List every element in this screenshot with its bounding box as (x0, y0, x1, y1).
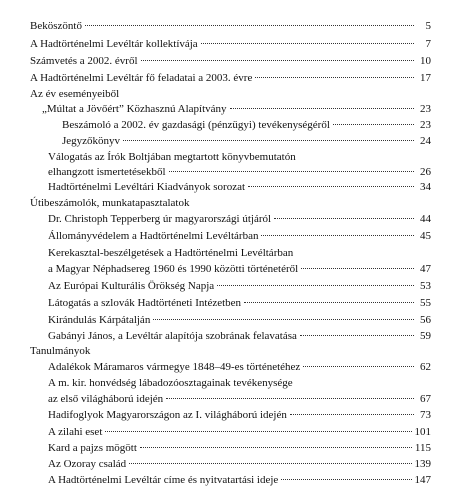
toc-entry-title: Kard a pajzs mögött (48, 442, 137, 454)
toc-section-title: Útibeszámolók, munkatapasztalatok (30, 197, 190, 209)
toc-section-heading (30, 197, 189, 210)
dot-leader (201, 35, 414, 44)
dot-leader (141, 52, 414, 61)
dot-leader (169, 163, 414, 172)
toc-entry-title: az első világháború idején (48, 393, 164, 405)
dot-leader (230, 100, 414, 109)
toc-entry-title: A Hadtörténelmi Levéltár címe és nyitvatartási ideje (48, 474, 279, 486)
toc-entry (48, 314, 431, 327)
toc-entry (48, 230, 431, 243)
dot-leader (85, 17, 414, 26)
dot-leader (261, 227, 414, 236)
toc-entry-page: 44 (420, 213, 431, 225)
toc-section-heading (30, 88, 119, 101)
toc-entry-page: 10 (420, 55, 431, 67)
dot-leader (123, 132, 414, 141)
toc-entry-title: Látogatás a szlovák Hadtörténeti Intézetben (48, 297, 242, 309)
toc-entry-page: 23 (420, 119, 431, 131)
toc-entry-page: 55 (420, 297, 431, 309)
toc-entry-page: 101 (414, 426, 431, 438)
toc-entry (48, 330, 431, 343)
dot-leader (301, 260, 414, 269)
toc-section-title: Tanulmányok (30, 345, 91, 357)
toc-entry-title: Kirándulás Kárpátalján (48, 314, 151, 326)
toc-entry-title: A Hadtörténelmi Levéltár fő feladatai a 2003. évre (30, 72, 253, 84)
toc-entry (48, 361, 431, 374)
toc-entry-page: 24 (420, 135, 431, 147)
toc-entry-page: 62 (420, 361, 431, 373)
dot-leader (140, 439, 412, 448)
dot-leader (281, 471, 411, 480)
dot-leader (303, 358, 414, 367)
toc-entry-title: A m. kir. honvédség lábadozóosztagainak tevékenysége (48, 377, 293, 389)
toc-entry (48, 297, 431, 310)
toc-entry-title: Jegyzőkönyv (62, 135, 121, 147)
toc-entry-page: 73 (420, 409, 431, 421)
toc-entry-title: Hadtörténelmi Levéltári Kiadványok sorozat (48, 181, 246, 193)
toc-entry-title: Az Európai Kulturális Örökség Napja (48, 280, 215, 292)
toc-entry-title: Állományvédelem a Hadtörténelmi Levéltárban (48, 230, 259, 242)
toc-entry-page: 23 (420, 103, 431, 115)
toc-entry (48, 409, 431, 422)
toc-entry-page: 59 (420, 330, 431, 342)
toc-entry (48, 474, 431, 487)
dot-leader (105, 423, 411, 432)
toc-entry (48, 280, 431, 293)
toc-entry-title: elhangzott ismertetésekből (48, 166, 166, 178)
toc-entry (48, 458, 431, 471)
toc-entry-title: A Hadtörténelmi Levéltár kollektívája (30, 38, 198, 50)
toc-entry-title: Kerekasztal-beszélgetések a Hadtörténelmi Levéltárban (48, 247, 294, 259)
toc-entry-title: Válogatás az Írók Boltjában megtartott könyvbemutatón (48, 151, 296, 163)
toc-entry (48, 263, 431, 276)
dot-leader (255, 69, 414, 78)
toc-entry-title: a Magyar Néphadsereg 1960 és 1990 közötti történetéről (48, 263, 299, 275)
toc-entry (48, 393, 431, 406)
toc-entry-page: 147 (414, 474, 431, 486)
toc-entry-page: 17 (420, 72, 431, 84)
toc-entry (30, 55, 431, 68)
toc-entry-title: Gabányi János, a Levéltár alapítója szobrának felavatása (48, 330, 297, 342)
toc-entry-page: 26 (420, 166, 431, 178)
toc-entry-page: 7 (425, 38, 431, 50)
toc-entry-title: Hadifoglyok Magyarországon az I. világháború idején (48, 409, 287, 421)
toc-entry-continued (48, 377, 293, 390)
toc-entry (48, 426, 431, 439)
dot-leader (166, 390, 414, 399)
toc-entry (30, 72, 431, 85)
dot-leader (244, 294, 414, 303)
toc-entry-page: 34 (420, 181, 431, 193)
toc-entry (42, 103, 431, 116)
toc-entry-title: Beszámoló a 2002. év gazdasági (pénzügyi) tevékenységéről (62, 119, 330, 131)
toc-entry-title: Dr. Christoph Tepperberg úr magyarországi útjáról (48, 213, 272, 225)
toc-entry (30, 38, 431, 51)
dot-leader (274, 210, 414, 219)
dot-leader (333, 116, 414, 125)
toc-entry-page: 5 (425, 20, 431, 32)
toc-entry (48, 213, 431, 226)
toc-entry-title: A zilahi eset (48, 426, 103, 438)
toc-entry (62, 135, 431, 148)
toc-entry (48, 181, 431, 194)
toc-entry-page: 139 (414, 458, 431, 470)
toc-entry (48, 442, 431, 455)
toc-entry-page: 56 (420, 314, 431, 326)
dot-leader (217, 277, 414, 286)
toc-entry-page: 53 (420, 280, 431, 292)
toc-entry (30, 20, 431, 33)
toc-entry-page: 45 (420, 230, 431, 242)
toc-entry-title: „Múltat a Jövőért” Közhasznú Alapítvány (42, 103, 227, 115)
toc-entry-title: Adalékok Máramaros vármegye 1848–49-es történetéhez (48, 361, 301, 373)
toc-entry-title: Számvetés a 2002. évről (30, 55, 138, 67)
dot-leader (290, 406, 414, 415)
toc-entry-continued (48, 247, 293, 260)
dot-leader (129, 455, 411, 464)
toc-entry-title: Beköszöntő (30, 20, 82, 32)
dot-leader (153, 311, 414, 320)
toc-entry-page: 47 (420, 263, 431, 275)
dot-leader (300, 327, 414, 336)
toc-entry-page: 115 (414, 442, 431, 454)
toc-section-title: Az év eseményeiből (30, 88, 120, 100)
toc-entry-title: Az Ozoray család (48, 458, 127, 470)
toc-entry-page: 67 (420, 393, 431, 405)
dot-leader (248, 178, 414, 187)
toc-entry (62, 119, 431, 132)
toc-section-heading (30, 345, 90, 358)
